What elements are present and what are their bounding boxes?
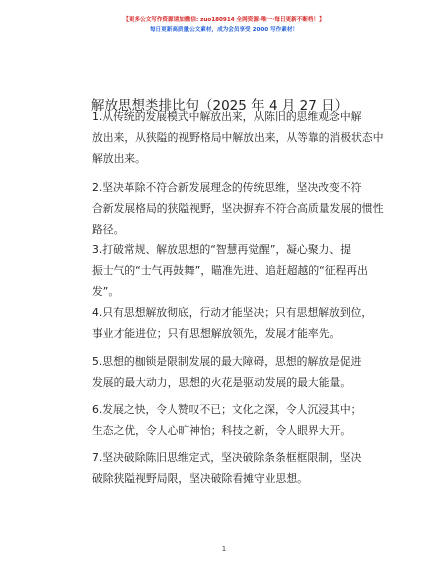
promo-banner-line-2: 每日更新高质量公文素材，成为会员享受 2000 写作素材！ — [149, 27, 299, 33]
paragraph-3 — [92, 239, 392, 302]
paragraph-line: 2.坚决革除不符合新发展理念的传统思维，坚决改变不符 — [92, 181, 362, 194]
paragraph-5 — [92, 351, 392, 393]
paragraph-line: 生态之优，令人心旷神怡；科技之新，令人眼界大开。 — [92, 424, 352, 437]
promo-banner-line-1: 【更多公文写作资源请加微信: zuo180914 全网资源·唯一·每日更新不断档！】 — [123, 17, 325, 23]
paragraph-1 — [92, 106, 392, 169]
paragraph-6 — [92, 399, 392, 441]
document-title: 解放思想类排比句（2025 年 4 月 27 日） — [91, 98, 349, 114]
paragraph-line: 5.思想的枷锁是限制发展的最大障碍，思想的解放是促进 — [92, 355, 362, 368]
paragraph-7 — [92, 447, 392, 489]
paragraph-line: 发展的最大动力，思想的火花是驱动发展的最大能量。 — [92, 376, 352, 389]
paragraph-line: 路径。 — [92, 223, 125, 236]
paragraph-2 — [92, 177, 392, 240]
paragraph-line: 4.只有思想解放彻底，行动才能坚决；只有思想解放到位， — [92, 306, 373, 319]
paragraph-line: 发”。 — [92, 285, 120, 298]
paragraph-line: 1.从传统的发展模式中解放出来，从陈旧的思维观念中解 — [92, 110, 362, 123]
paragraph-line: 破除狭隘视野局限，坚决破除看摊守业思想。 — [92, 472, 308, 485]
paragraph-line: 7.坚决破除陈旧思维定式，坚决破除条条框框限制，坚决 — [92, 451, 362, 464]
paragraph-line: 解放出来。 — [92, 152, 146, 165]
paragraph-line: 合新发展格局的狭隘视野，坚决摒弃不符合高质量发展的惯性 — [92, 202, 384, 215]
paragraph-line: 振士气的“士气再鼓舞”，瞄准先进、追赶超越的“征程再出 — [92, 264, 368, 277]
paragraph-4 — [92, 302, 392, 344]
page-number: 1 — [221, 545, 227, 553]
paragraph-line: 放出来，从狭隘的视野格局中解放出来，从等靠的消极状态中 — [92, 131, 384, 144]
paragraph-line: 6.发展之快，令人赞叹不已；文化之深，令人沉浸其中； — [92, 403, 362, 416]
paragraph-line: 事业才能进位；只有思想解放领先，发展才能率先。 — [92, 327, 341, 340]
paragraph-line: 3.打破常规、解放思想的“智慧再觉醒”，凝心聚力、提 — [92, 243, 352, 256]
